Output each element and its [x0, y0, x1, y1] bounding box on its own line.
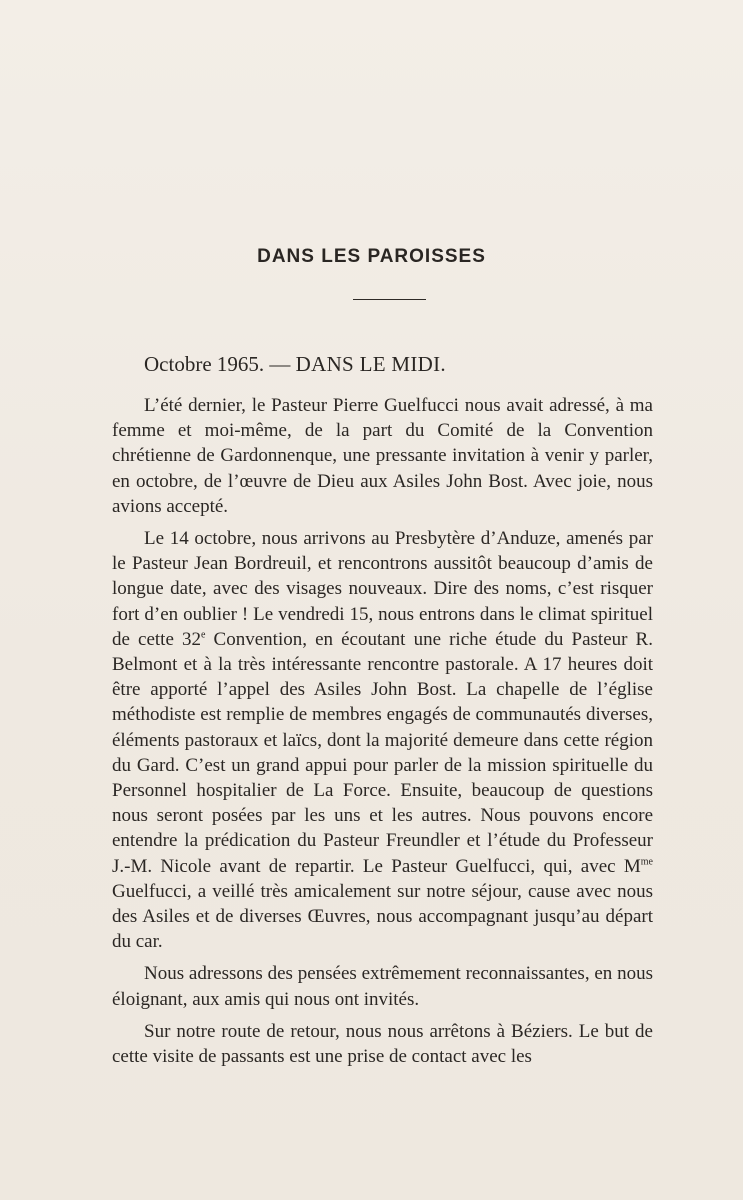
section-dash: —	[269, 352, 291, 376]
paragraph-2-part-1: Le 14 octobre, nous arrivons au Presbytère d’Anduze, amenés par le Pasteur Jean Bordreuil, et rencontrons aussitôt beaucoup d’amis de longue date, avec des visages nouveaux. Dire des noms, c’est risquer fort d’en oublier ! Le vendredi 15, nous entrons dans le climat spirituel de cette 32	[112, 528, 653, 650]
paragraph-2-part-2: Convention, en écoutant une riche étude du Pasteur R. Belmont et à la très intéressante rencontre pastorale. A 17 heures doit être apporté l’appel des Asiles John Bost. La chapelle de l’église méthodiste est remplie de membres engagés de communautés diverses, éléments pastoraux et laïcs, dont la majorité demeure dans cette région du Gard. C’est un grand appui pour parler de la mission spirituelle du Personnel hospitalier de La Force. Ensuite, beaucoup de questions nous seront posées par les uns et les autres. Nous pouvons encore entendre la prédication du Pasteur Freundler et l’étude du Professeur J.-M. Nicole avant de repartir. Le Pasteur Guelfucci, qui, avec M	[112, 628, 653, 877]
page-title: DANS LES PAROISSES	[257, 246, 486, 267]
section-place: DANS LE MIDI.	[295, 352, 446, 376]
title-divider	[353, 299, 426, 300]
paragraph-2	[112, 526, 653, 954]
paragraph-3: Nous adressons des pensées extrêmement reconnaissantes, en nous éloignant, aux amis qui nous ont invités.	[112, 963, 653, 1010]
article-body	[112, 393, 653, 1076]
section-date: Octobre 1965.	[144, 352, 265, 376]
paragraph-4: Sur notre route de retour, nous nous arrêtons à Béziers. Le but de cette visite de passants est une prise de contact avec les	[112, 1020, 653, 1068]
ordinal-superscript: e	[201, 629, 206, 641]
section-heading	[144, 350, 446, 378]
paragraph-2-part-3: Guelfucci, a veillé très amicalement sur notre séjour, cause avec nous des Asiles et de diverses Œuvres, nous accompagnant jusqu’au départ du car.	[112, 880, 653, 953]
paragraph-1: L’été dernier, le Pasteur Pierre Guelfucci nous avait adressé, à ma femme et moi-même, de la part du Comité de la Convention chrétienne de Gardonnenque, une pressante invitation à venir y parler, en octobre, de l’œuvre de Dieu aux Asiles John Bost. Avec joie, nous avions accepté.	[112, 395, 653, 517]
madame-superscript: me	[640, 856, 653, 868]
